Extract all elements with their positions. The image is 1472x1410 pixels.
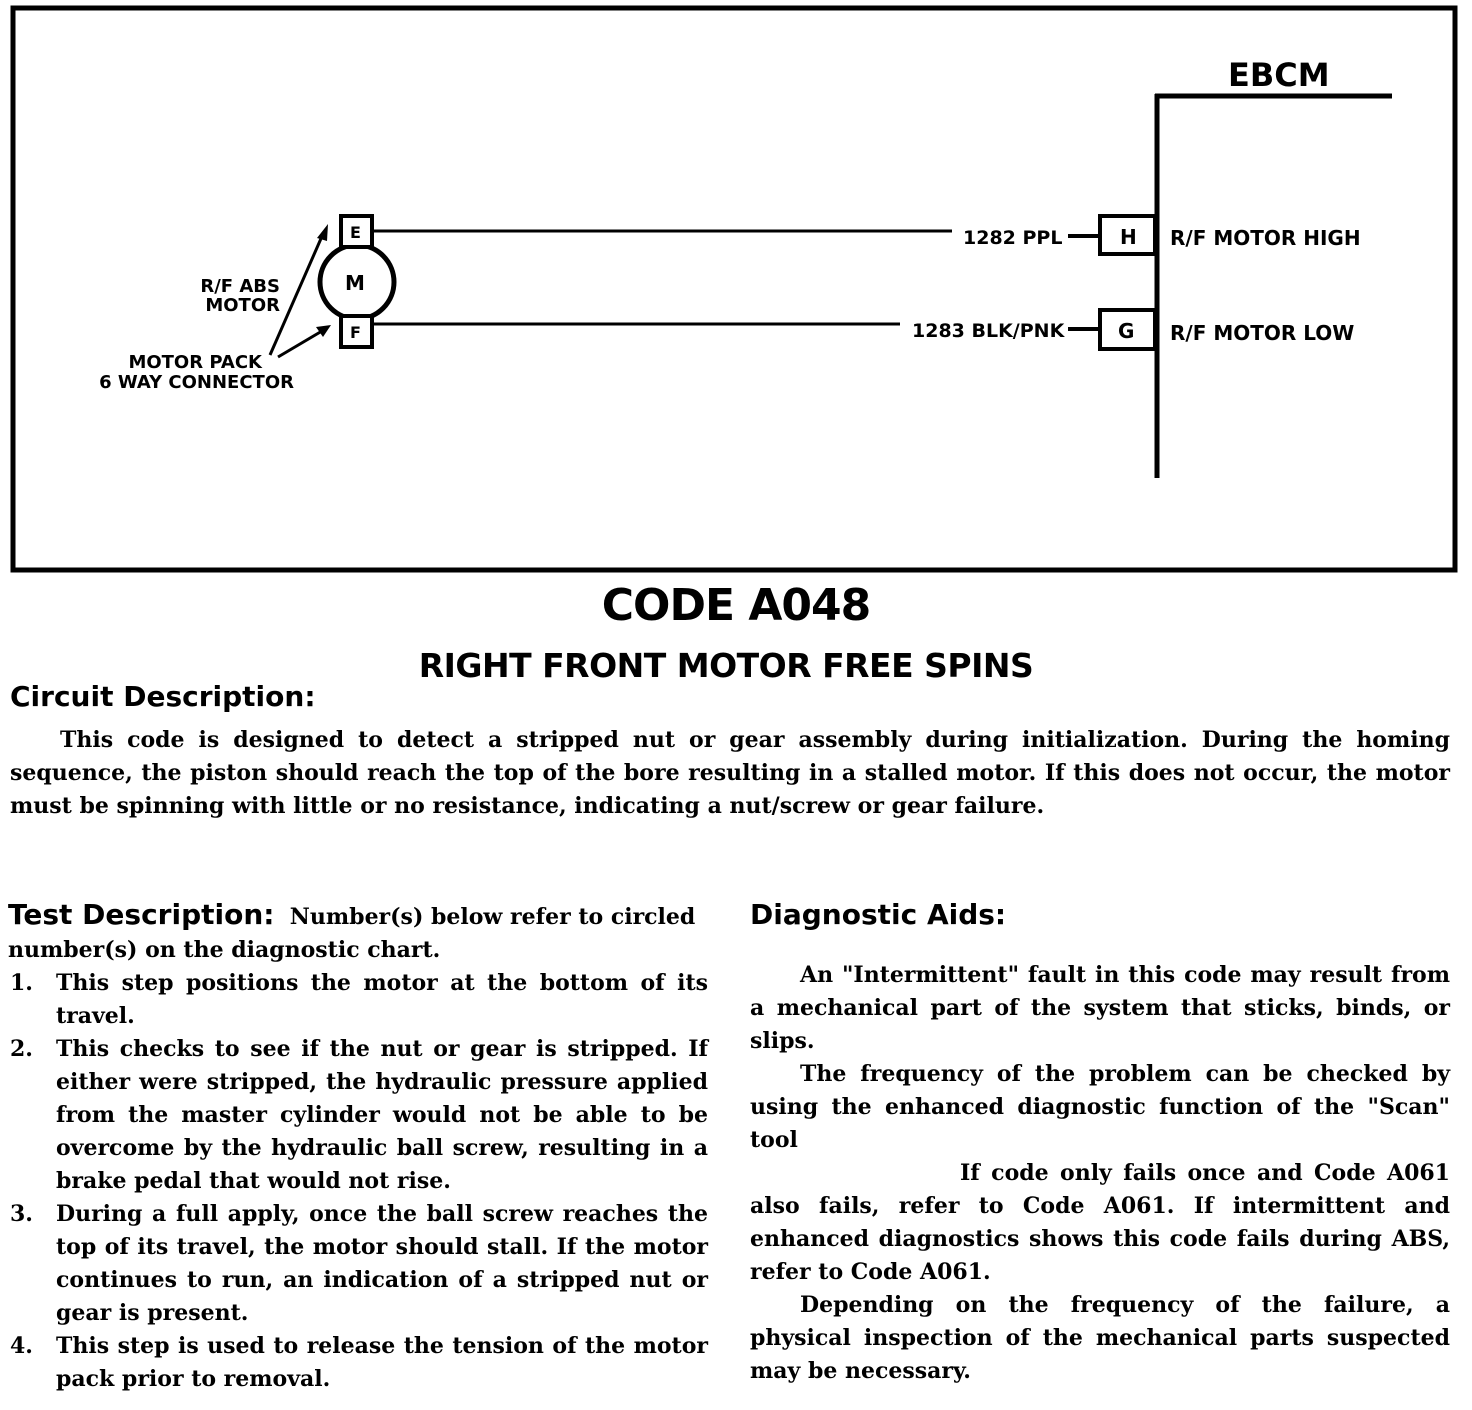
test-step-number: 4. [10,1333,33,1359]
test-steps-list [8,967,708,1396]
test-description-heading: Test Description: [8,898,275,931]
terminal-e-label: E [350,223,361,242]
diagnostic-aids-heading: Diagnostic Aids: [750,898,1007,931]
test-step [8,967,708,1033]
connector-label-line2: 6 WAY CONNECTOR [99,372,294,393]
terminal-h-label: H [1120,225,1137,249]
test-step-text: This step positions the motor at the bottom of its travel. [56,970,708,1029]
circuit-description-heading: Circuit Description: [10,680,316,713]
page-subtitle: RIGHT FRONT MOTOR FREE SPINS [418,646,1034,685]
test-step-number: 1. [10,970,33,996]
connector-arrowhead-e [317,224,328,241]
test-step-text: This checks to see if the nut or gear is stripped. If either were stripped, the hydraulic pressure applied from the master cylinder would not be able to be overcome by the hydraulic ball screw, resulting in a brake pedal that would not rise. [56,1036,708,1194]
motor-label-line2: MOTOR [205,295,280,316]
test-step-number: 2. [10,1036,33,1062]
terminal-f-label: F [350,323,361,342]
diagnostic-aids-section [750,898,1450,1388]
test-step-number: 3. [10,1201,33,1227]
signal-low-label: R/F MOTOR LOW [1170,321,1355,345]
test-description-intro [8,898,708,967]
test-step-text: This step is used to release the tension of the motor pack prior to removal. [56,1333,708,1392]
circuit-description-text: This code is designed to detect a stripped nut or gear assembly during initialization. During the homing sequence, the piston should reach the top of the bore resulting in a stalled motor. If this does not occur, the motor must be spinning with little or no resistance, indicating a nut/screw or gear failure. [10,727,1450,819]
test-description-section [8,898,708,1396]
diagnostic-aids-paragraph: If code only fails once and Code A061 also fails, refer to Code A061. If intermittent and enhanced diagnostics shows this code fails during ABS, refer to Code A061. [750,1160,1450,1285]
connector-arrow-to-f [278,331,322,357]
motor-symbol-letter: M [345,271,365,295]
connector-label-line1: MOTOR PACK [128,352,262,373]
test-step [8,1330,708,1396]
test-description-intro-text: Number(s) below refer to circled number(s) on the diagnostic chart. [8,904,696,963]
test-step [8,1033,708,1198]
terminal-g-label: G [1118,319,1135,343]
diagnostic-aids-paragraph: An "Intermittent" fault in this code may result from a mechanical part of the system that sticks, binds, or slips. [750,962,1450,1054]
connector-arrowhead-f [316,325,331,337]
page-title: CODE A048 [601,580,871,631]
test-step-text: During a full apply, once the ball screw reaches the top of its travel, the motor should stall. If the motor continues to run, an indication of a stripped nut or gear is present. [56,1201,708,1326]
diagnostic-aids-paragraph: Depending on the frequency of the failure, a physical inspection of the mechanical parts suspected may be necessary. [750,1292,1450,1384]
wire-low-label: 1283 BLK/PNK [912,320,1065,342]
diagnostic-aids-paragraph: The frequency of the problem can be checked by using the enhanced diagnostic function of the "Scan" tool [750,1061,1450,1153]
test-step [8,1198,708,1330]
motor-label-line1: R/F ABS [200,276,280,297]
wiring-diagram [0,0,1472,580]
wire-high-label: 1282 PPL [963,227,1063,249]
signal-high-label: R/F MOTOR HIGH [1170,226,1361,250]
ebcm-label: EBCM [1228,56,1330,94]
